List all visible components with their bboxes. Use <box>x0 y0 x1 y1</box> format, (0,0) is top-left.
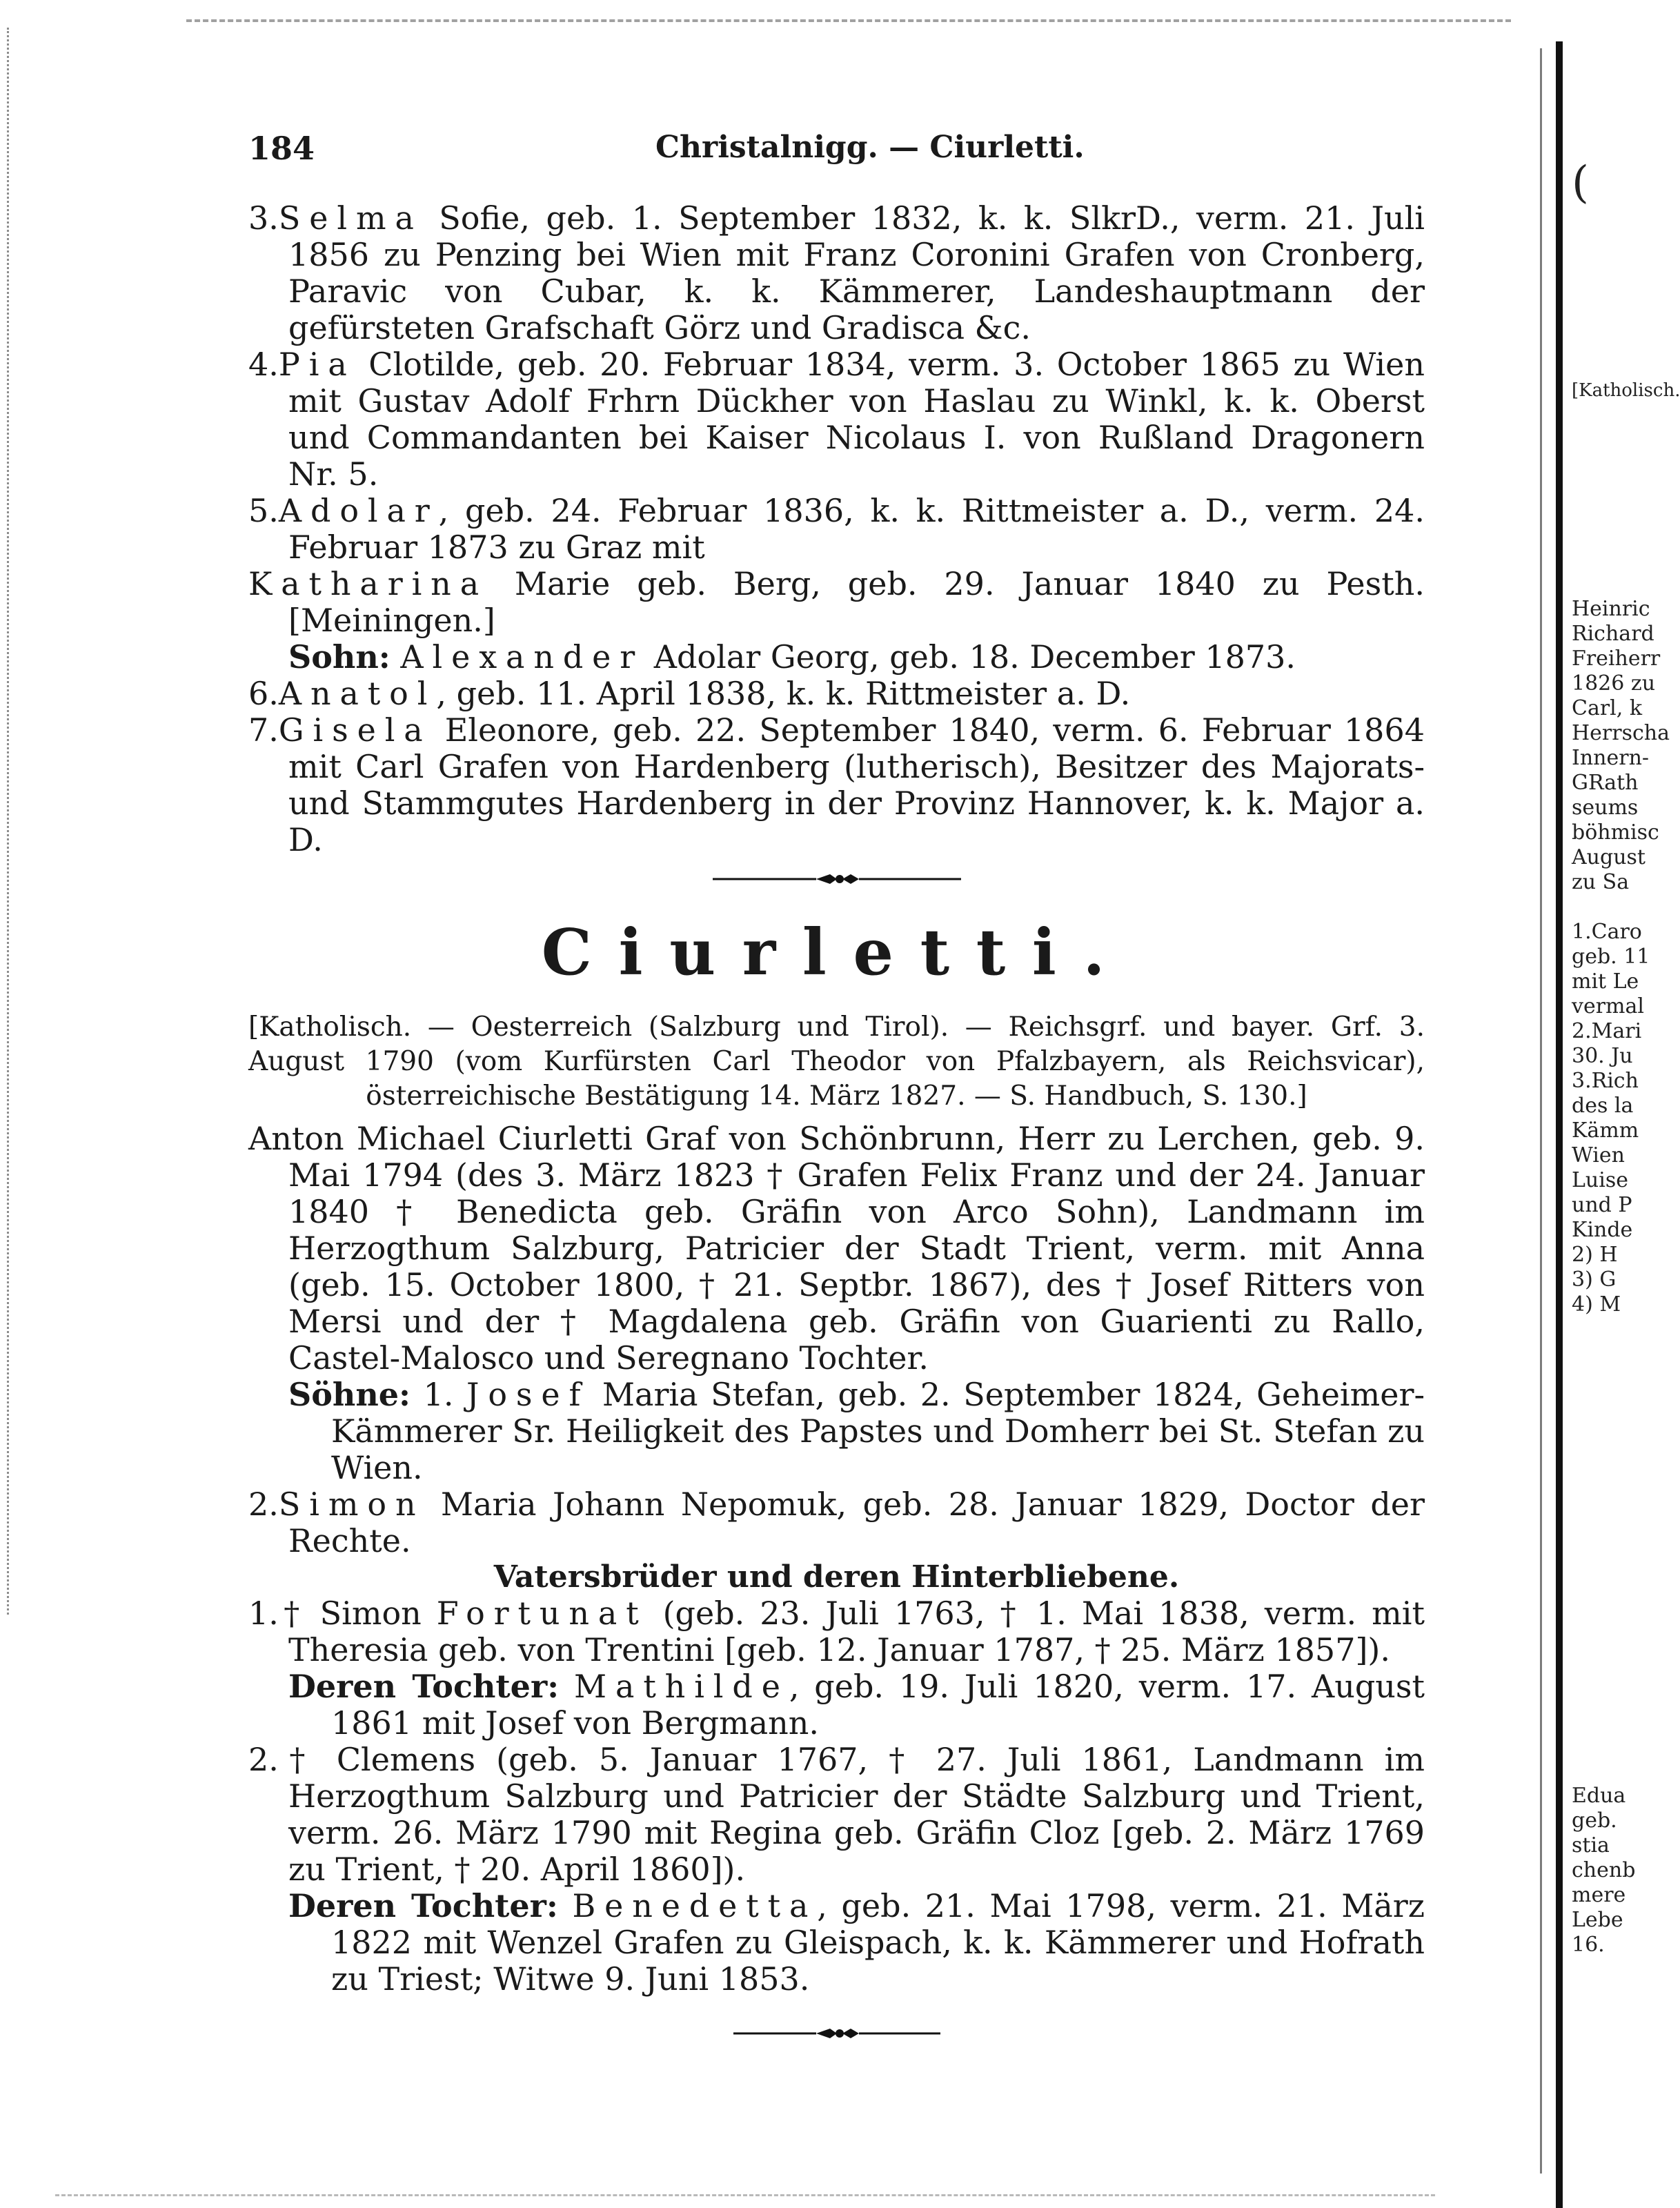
family-title: Ciurletti. <box>541 915 1132 989</box>
facing-page-line: und P <box>1572 1193 1632 1217</box>
facing-page-line: Herrscha <box>1572 721 1670 745</box>
uncles-heading: Vatersbrüder und deren Hinterbliebene. <box>493 1559 1180 1595</box>
facing-page-line: Luise <box>1572 1168 1628 1192</box>
facing-page-line: 3) G <box>1572 1268 1617 1292</box>
facing-page-line: Heinric <box>1572 597 1650 621</box>
family-note: [Katholisch. — Oesterreich (Salzburg und Tirol). — Reichsgrf. und bayer. Grf. 3. August 1790 (vom Kurfürsten Carl Theodor von Pfalzbayern, als Reichsvicar), österreichische Bestätigung 14. März 1827. — S. Handbuch, S. 130.] <box>248 1012 1425 1112</box>
sons-2: 2.Simon Maria Johann Nepomuk, geb. 28. Januar 1829, Doctor der Rechte. <box>248 1486 1425 1559</box>
uncle-clemens: 2.† Clemens (geb. 5. Januar 1767, † 27. Juli 1861, Landmann im Herzogthum Salzburg und Patricier der Städte Salzburg und Trient, verm. 26. März 1790 mit Regina geb. Gräfin Cloz [geb. 2. März 1769 zu Trient, † 20. April 1860]). <box>248 1741 1425 1888</box>
facing-page-line: böhmisc <box>1572 820 1659 845</box>
facing-page-line: 16. <box>1572 1933 1605 1957</box>
entry-adolar: 5.Adolar, geb. 24. Februar 1836, k. k. Rittmeister a. D., verm. 24. Februar 1873 zu Graz mit <box>248 492 1425 566</box>
scan-noise-left <box>7 28 9 1615</box>
facing-page-line: Lebe <box>1572 1908 1623 1932</box>
facing-page-middle <box>1572 597 1670 1317</box>
running-header <box>248 130 1421 167</box>
facing-page-bottom <box>1572 1784 1656 1958</box>
entry-selma: 3.Selma Sofie, geb. 1. September 1832, k. k. SlkrD., verm. 21. Juli 1856 zu Penzing bei Wien mit Franz Coronini Grafen von Cronberg, Paravic von Cubar, k. k. Kämmerer, Landeshauptmann der gefürsteten Grafschaft Görz und Gradisca &c. <box>248 199 1425 346</box>
facing-page-line: Kämm <box>1572 1118 1639 1143</box>
facing-page-line: seums <box>1572 796 1639 820</box>
page-gutter-edge <box>1556 41 1563 2208</box>
entry-son-alexander: Sohn: Alexander Adolar Georg, geb. 18. December 1873. <box>288 638 1296 676</box>
ornament-divider-bottom <box>733 2025 940 2042</box>
facing-page-line: 2) H <box>1572 1243 1618 1267</box>
page-number: 184 <box>248 130 315 167</box>
facing-page-line: Carl, k <box>1572 696 1643 720</box>
entry-spouse-katharina: Katharina Marie geb. Berg, geb. 29. Januar 1840 zu Pesth. [Meiningen.] <box>248 565 1425 639</box>
entry-pia: 4.Pia Clotilde, geb. 20. Februar 1834, verm. 3. October 1865 zu Wien mit Gustav Adolf Frhrn Dückher von Haslau zu Winkl, k. k. Oberst und Commandanten bei Kaiser Nicolaus I. von Rußland Dragonern Nr. 5. <box>248 346 1425 493</box>
previous-family-section <box>248 200 1425 858</box>
uncle-simon: 1.† Simon Fortunat (geb. 23. Juli 1763, † 1. Mai 1838, verm. mit Theresia geb. von Trentini [geb. 12. Januar 1787, † 25. März 1857]). <box>248 1595 1425 1668</box>
scan-noise-top <box>186 19 1511 22</box>
facing-page-line: geb. <box>1572 1808 1617 1833</box>
facing-page-line: 1.Caro <box>1572 920 1642 944</box>
page-gutter-shadow <box>1540 48 1542 2174</box>
facing-page-line: chenb <box>1572 1858 1636 1882</box>
facing-page-line: Edua <box>1572 1784 1626 1808</box>
uncle-simon-daughter: Deren Tochter: Mathilde, geb. 19. Juli 1820, verm. 17. August 1861 mit Josef von Bergmann. <box>288 1668 1425 1742</box>
facing-page-line: 30. Ju <box>1572 1044 1633 1068</box>
facing-page-line: vermal <box>1572 994 1644 1018</box>
facing-page-line: 1826 zu <box>1572 671 1656 696</box>
facing-page-line <box>1572 895 1656 920</box>
facing-page-line: geb. 11 <box>1572 945 1650 969</box>
facing-page-line: 4) M <box>1572 1292 1621 1317</box>
facing-page-line: mit Le <box>1572 969 1639 994</box>
facing-page-line: 2.Mari <box>1572 1019 1642 1043</box>
facing-page-line: mere <box>1572 1883 1626 1907</box>
facing-page-line: GRath <box>1572 771 1639 795</box>
running-title: Christalnigg. — Ciurletti. <box>655 130 1085 165</box>
uncle-clemens-daughter: Deren Tochter: Benedetta, geb. 21. Mai 1798, verm. 21. März 1822 mit Wenzel Grafen zu Gleispach, k. k. Kämmerer und Hofrath zu Triest; Witwe 9. Juni 1853. <box>288 1887 1425 1998</box>
facing-page-line: Wien <box>1572 1143 1625 1167</box>
facing-page-line: des la <box>1572 1094 1634 1118</box>
facing-page-line: zu Sa <box>1572 870 1630 894</box>
facing-page-line: 3.Rich <box>1572 1069 1639 1093</box>
facing-page-line: Kinde <box>1572 1218 1633 1242</box>
facing-page-top: ( [Katholisch. <box>1572 157 1680 401</box>
family-section <box>248 1121 1425 1998</box>
ornament-divider-top <box>713 871 961 887</box>
facing-page-line: Richard <box>1572 622 1654 646</box>
facing-page-line: stia <box>1572 1833 1610 1857</box>
entry-anatol: 6.Anatol, geb. 11. April 1838, k. k. Rittmeister a. D. <box>248 675 1131 712</box>
facing-page-line: Innern- <box>1572 746 1650 770</box>
entry-gisela: 7.Gisela Eleonore, geb. 22. September 1840, verm. 6. Februar 1864 mit Carl Grafen von Hardenberg (lutherisch), Besitzer des Majorats- und Stammgutes Hardenberg in der Provinz Hannover, k. k. Major a. D. <box>248 711 1425 858</box>
sons-1: Söhne: 1. Josef Maria Stefan, geb. 2. September 1824, Geheimer-Kämmerer Sr. Heiligkeit des Papstes und Domherr bei St. Stefan zu Wien. <box>288 1376 1425 1486</box>
facing-page-line: August <box>1572 845 1646 869</box>
main-text <box>248 200 1425 2042</box>
facing-page-line: Freiherr <box>1572 647 1661 671</box>
scan-noise-bottom <box>55 2194 1435 2196</box>
family-head-anton: Anton Michael Ciurletti Graf von Schönbrunn, Herr zu Lerchen, geb. 9. Mai 1794 (des 3. März 1823 † Grafen Felix Franz und der 24. Januar 1840 † Benedicta geb. Gräfin von Arco Sohn), Landmann im Herzogthum Salzburg, Patricier der Stadt Trient, verm. mit Anna (geb. 15. October 1800, † 21. Septbr. 1867), des † Josef Ritters von Mersi und der † Magdalena geb. Gräfin von Guarienti zu Rallo, Castel-Malosco und Seregnano Tochter. <box>248 1120 1425 1377</box>
